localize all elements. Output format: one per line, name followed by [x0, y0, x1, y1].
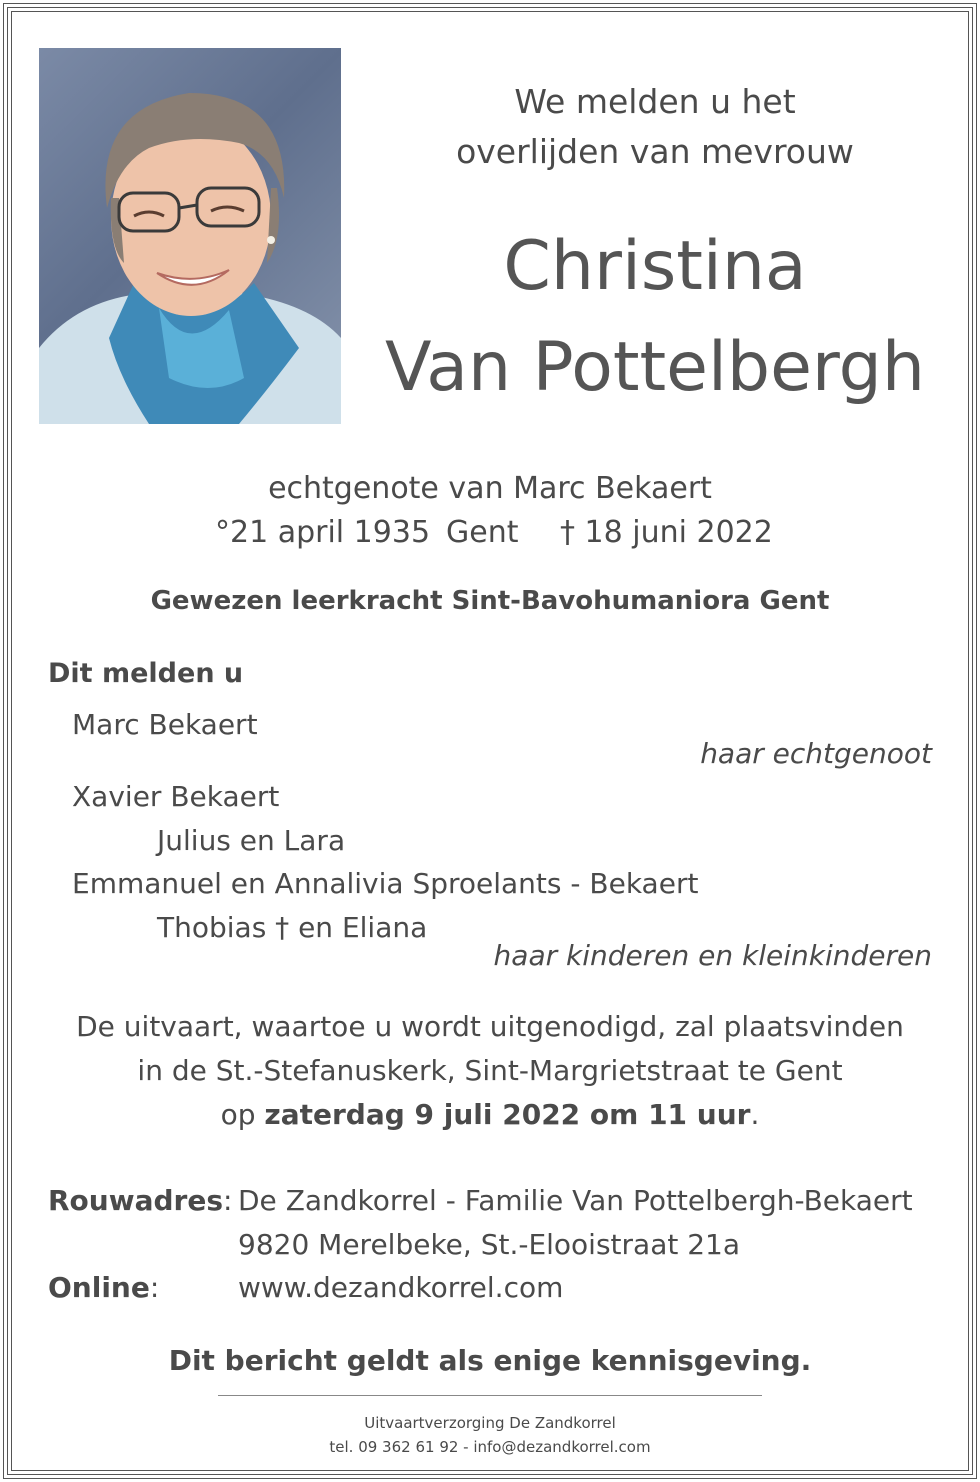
- address-label: Rouwadres: [48, 1184, 223, 1217]
- spouse-name: Marc Bekaert: [72, 708, 258, 741]
- place: Gent: [446, 515, 519, 550]
- occupation: Gewezen leerkracht Sint-Bavohumaniora Gent: [150, 586, 830, 616]
- grandchildren-2: Thobias † en Eliana: [157, 911, 428, 944]
- notice-text: Dit bericht geldt als enige kennisgeving.: [168, 1344, 812, 1377]
- grandchildren-1: Julius en Lara: [157, 824, 346, 857]
- family-heading: Dit melden u: [48, 658, 244, 689]
- online-colon: :: [149, 1271, 160, 1304]
- funeral-line-1: De uitvaart, waartoe u wordt uitgenodigd, zal plaatsvinden: [76, 1010, 904, 1043]
- funeral-line-2: in de St.-Stefanuskerk, Sint-Margrietstraat te Gent: [137, 1054, 843, 1087]
- intro-line-1: We melden u het: [514, 82, 796, 121]
- spouse-role: haar echtgenoot: [700, 737, 932, 770]
- spouse-line: echtgenote van Marc Bekaert: [268, 471, 712, 506]
- funeral-line-3: [0, 1096, 980, 1134]
- birth-date: °21 april 1935: [215, 515, 431, 550]
- child-1: Xavier Bekaert: [72, 780, 280, 813]
- deceased-first-name: Christina: [503, 227, 807, 306]
- address-line-1: De Zandkorrel - Familie Van Pottelbergh-Bekaert: [238, 1184, 913, 1217]
- online-label-row: [48, 1269, 159, 1307]
- portrait-photo: [39, 48, 341, 424]
- address-label-row: [48, 1182, 232, 1220]
- address-line-2: 9820 Merelbeke, St.-Elooistraat 21a: [238, 1228, 741, 1261]
- child-2: Emmanuel en Annalivia Sproelants - Bekaert: [72, 867, 699, 900]
- footer-company: Uitvaartverzorging De Zandkorrel: [364, 1414, 616, 1432]
- online-link[interactable]: www.dezandkorrel.com: [238, 1271, 564, 1304]
- funeral-date: zaterdag 9 juli 2022 om 11 uur: [264, 1098, 751, 1131]
- footer-contact: tel. 09 362 61 92 - info@dezandkorrel.com: [329, 1438, 651, 1456]
- death-date: † 18 juni 2022: [560, 515, 773, 550]
- online-label: Online: [48, 1271, 150, 1304]
- children-role: haar kinderen en kleinkinderen: [493, 939, 932, 972]
- deceased-last-name: Van Pottelbergh: [385, 328, 925, 407]
- address-colon: :: [223, 1184, 233, 1217]
- footer-divider: [218, 1395, 762, 1396]
- funeral-date-suffix: .: [750, 1098, 760, 1131]
- intro-line-2: overlijden van mevrouw: [456, 132, 854, 171]
- funeral-date-prefix: op: [220, 1098, 265, 1131]
